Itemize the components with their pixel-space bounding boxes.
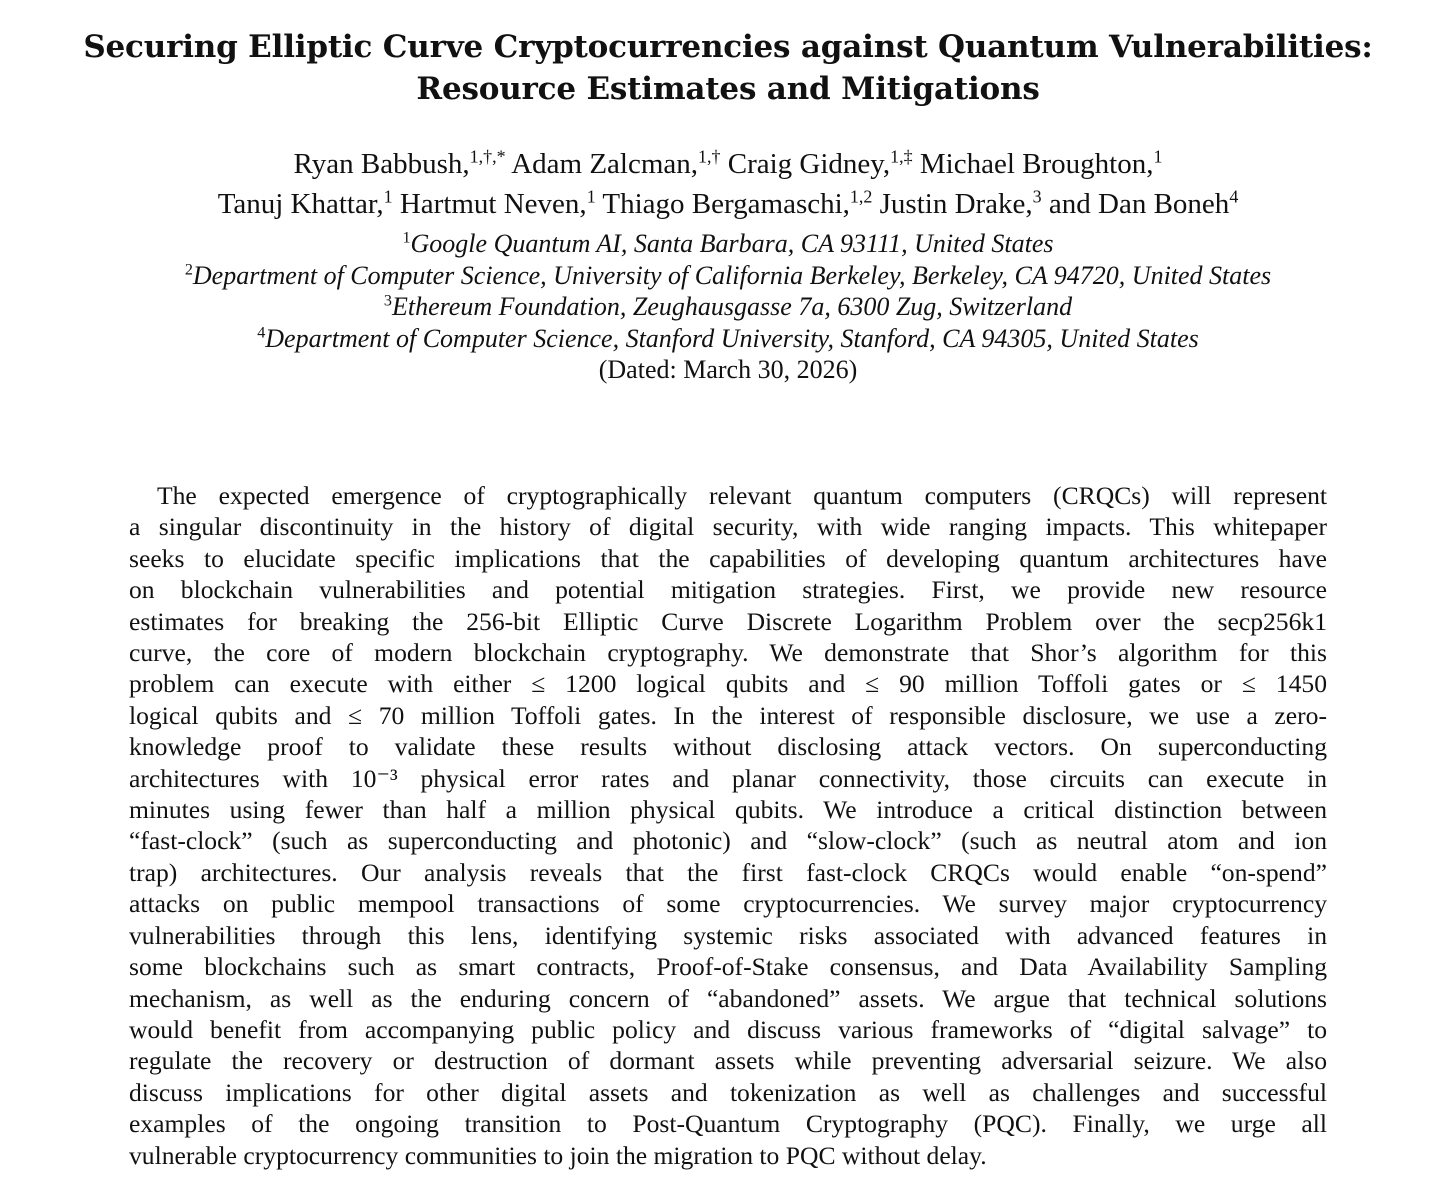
affiliation-list [0, 228, 1456, 386]
abstract-line: trap) architectures. Our analysis reveals that the first fast-clock CRQCs would enable “on-spend” [129, 857, 1327, 887]
author-name: Michael Broughton, [919, 148, 1154, 180]
abstract-line: seeks to elucidate specific implications that the capabilities of developing quantum architectures have [129, 543, 1327, 573]
abstract-line: minutes using fewer than half a million physical qubits. We introduce a critical distinction between [129, 795, 1327, 825]
affiliation-number: 1 [402, 229, 411, 247]
affiliation-text: Ethereum Foundation, Zeughausgasse 7a, 6300 Zug, Switzerland [391, 292, 1073, 321]
abstract-line: mechanism, as well as the enduring concern of “abandoned” assets. We argue that technical solutions [129, 983, 1327, 1013]
affiliation-1 [0, 228, 1456, 260]
affiliation-text: Department of Computer Science, Stanford University, Stanford, CA 94305, United States [265, 323, 1199, 353]
affiliation-2 [0, 260, 1456, 292]
abstract-line: curve, the core of modern blockchain cryptography. We demonstrate that Shor’s algorithm for this [129, 638, 1327, 668]
affiliation-text: Department of Computer Science, University of California Berkeley, Berkeley, CA 94720, United States [192, 260, 1272, 290]
abstract-line: some blockchains such as smart contracts, Proof-of-Stake consensus, and Data Availability Sampling [129, 952, 1327, 982]
abstract-line: regulate the recovery or destruction of dormant assets while preventing adversarial seizure. We also [129, 1046, 1327, 1076]
title-line-2: Resource Estimates and Mitigations [416, 71, 1040, 107]
author-name: and Dan Boneh [1048, 188, 1230, 220]
author-affiliation-marker: 1,†,* [469, 146, 506, 167]
affiliation-4 [0, 323, 1456, 355]
abstract-line: vulnerable cryptocurrency communities to join the migration to PQC without delay. [129, 1140, 987, 1170]
author-line-1 [0, 144, 1456, 184]
abstract-line: logical qubits and ≤ 70 million Toffoli gates. In the interest of responsible disclosure, we use a zero- [129, 700, 1327, 730]
abstract-line: architectures with 10⁻³ physical error rates and planar connectivity, those circuits can execute in [129, 763, 1327, 793]
affiliation-number: 3 [383, 292, 392, 310]
author-name: Thiago Bergamaschi, [602, 188, 850, 220]
author-affiliation-marker: 1 [1153, 146, 1163, 167]
author-name: Tanuj Khattar, [217, 188, 384, 220]
abstract-line: attacks on public mempool transactions of some cryptocurrencies. We survey major cryptocurrency [129, 889, 1327, 919]
title-line-1: Securing Elliptic Curve Cryptocurrencies against Quantum Vulnerabilities: [83, 29, 1373, 65]
date-line: (Dated: March 30, 2026) [598, 355, 858, 384]
abstract-line: on blockchain vulnerabilities and potential mitigation strategies. First, we provide new resource [129, 575, 1327, 605]
author-affiliation-marker: 4 [1229, 186, 1239, 207]
abstract-line: estimates for breaking the 256-bit Elliptic Curve Discrete Logarithm Problem over the secp256k1 [129, 606, 1327, 636]
affiliation-number: 4 [257, 323, 266, 341]
author-affiliation-marker: 1,2 [849, 186, 873, 207]
abstract-line: examples of the ongoing transition to Post-Quantum Cryptography (PQC). Finally, we urge all [129, 1109, 1327, 1139]
affiliation-3 [0, 291, 1456, 323]
abstract-line: would benefit from accompanying public policy and discuss various frameworks of “digital salvage” to [129, 1014, 1327, 1044]
abstract-line: “fast-clock” (such as superconducting and photonic) and “slow-clock” (such as neutral atom and ion [129, 826, 1327, 856]
abstract-line: vulnerabilities through this lens, identifying systemic risks associated with advanced features in [129, 920, 1327, 950]
abstract [129, 480, 1327, 1171]
abstract-line: knowledge proof to validate these results without disclosing attack vectors. On superconducting [129, 732, 1327, 762]
author-name: Adam Zalcman, [511, 148, 699, 180]
author-affiliation-marker: 1,† [698, 146, 721, 167]
author-name: Ryan Babbush, [293, 148, 470, 180]
paper-title [0, 26, 1456, 110]
affiliation-number: 2 [184, 260, 193, 278]
author-affiliation-marker: 3 [1032, 186, 1042, 207]
abstract-line: a singular discontinuity in the history of digital security, with wide ranging impacts. This whitepaper [129, 512, 1327, 542]
author-name: Justin Drake, [879, 188, 1033, 220]
affiliation-text: Google Quantum AI, Santa Barbara, CA 93111, United States [410, 229, 1054, 258]
author-affiliation-marker: 1 [383, 186, 393, 207]
abstract-line: discuss implications for other digital assets and tokenization as well as challenges and successful [129, 1077, 1327, 1107]
author-list [0, 144, 1456, 224]
author-name: Hartmut Neven, [399, 188, 587, 220]
author-affiliation-marker: 1 [586, 186, 596, 207]
abstract-line: problem can execute with either ≤ 1200 logical qubits and ≤ 90 million Toffoli gates or ≤ 1450 [129, 669, 1327, 699]
abstract-line: The expected emergence of cryptographically relevant quantum computers (CRQCs) will represent [157, 481, 1327, 510]
author-affiliation-marker: 1,‡ [890, 146, 913, 167]
author-name: Craig Gidney, [727, 148, 891, 180]
author-line-2 [0, 184, 1456, 224]
